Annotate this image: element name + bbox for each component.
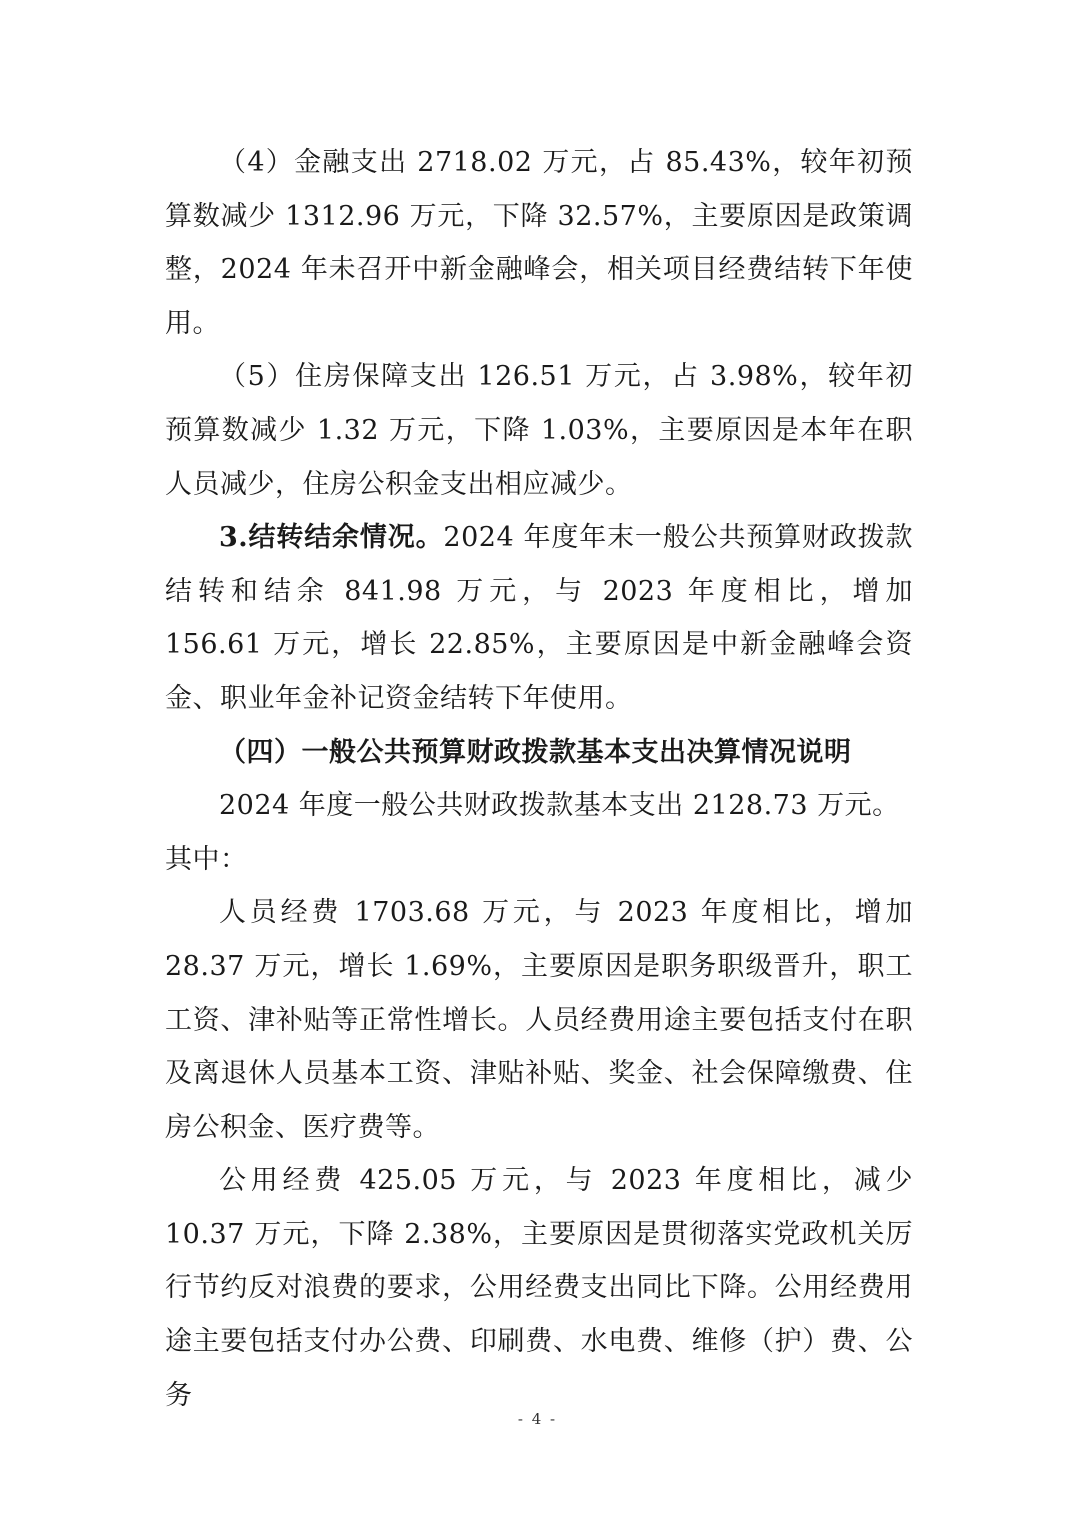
paragraph-basic-expenditure: 2024 年度一般公共财政拨款基本支出 2128.73 万元。 xyxy=(219,790,900,822)
paragraph-housing-expenditure: （5）住房保障支出 126.51 万元，占 3.98%，较年初预算数减少 1.32 万元，下降 1.03%，主要原因是本年在职人员减少，住房公积金支出相应减少。 xyxy=(165,361,913,500)
paragraph-public-expenses: 公用经费 425.05 万元，与 2023 年度相比，减少 10.37 万元，下降 2.38%，主要原因是贯彻落实党政机关厉行节约反对浪费的要求，公用经费支出同比下降。公用经费用途主要包括支付办公费、印刷费、水电费、维修（护）费、公务 xyxy=(165,1165,913,1411)
section-heading: （四）一般公共预算财政拨款基本支出决算情况说明 xyxy=(219,736,852,768)
page-number: - 4 - xyxy=(517,1410,558,1428)
paragraph-financial-expenditure: （4）金融支出 2718.02 万元，占 85.43%，较年初预算数减少 1312.96 万元，下降 32.57%，主要原因是政策调整，2024 年未召开中新金融峰会，相关项目经费结转下年使用。 xyxy=(165,147,913,339)
paragraph-lead-title: 3.结转结余情况。 xyxy=(219,522,444,554)
paragraph-personnel-expenses: 人员经费 1703.68 万元，与 2023 年度相比，增加 28.37 万元，增长 1.69%，主要原因是职务职级晋升，职工工资、津补贴等正常性增长。人员经费用途主要包括支付在职及离退休人员基本工资、津贴补贴、奖金、社会保障缴费、住房公积金、医疗费等。 xyxy=(165,897,913,1143)
paragraph-body: 2024 年度年末一般公共预算财政拨款结转和结余 841.98 万元，与 2023 年度相比，增加 156.61 万元，增长 22.85%，主要原因是中新金融峰会资金、职业年金补记资金结转下年使用。 xyxy=(165,522,913,714)
body-text xyxy=(165,136,913,1422)
paragraph-among-them: 其中： xyxy=(165,843,248,875)
paragraph-carryover-balance xyxy=(165,511,913,725)
